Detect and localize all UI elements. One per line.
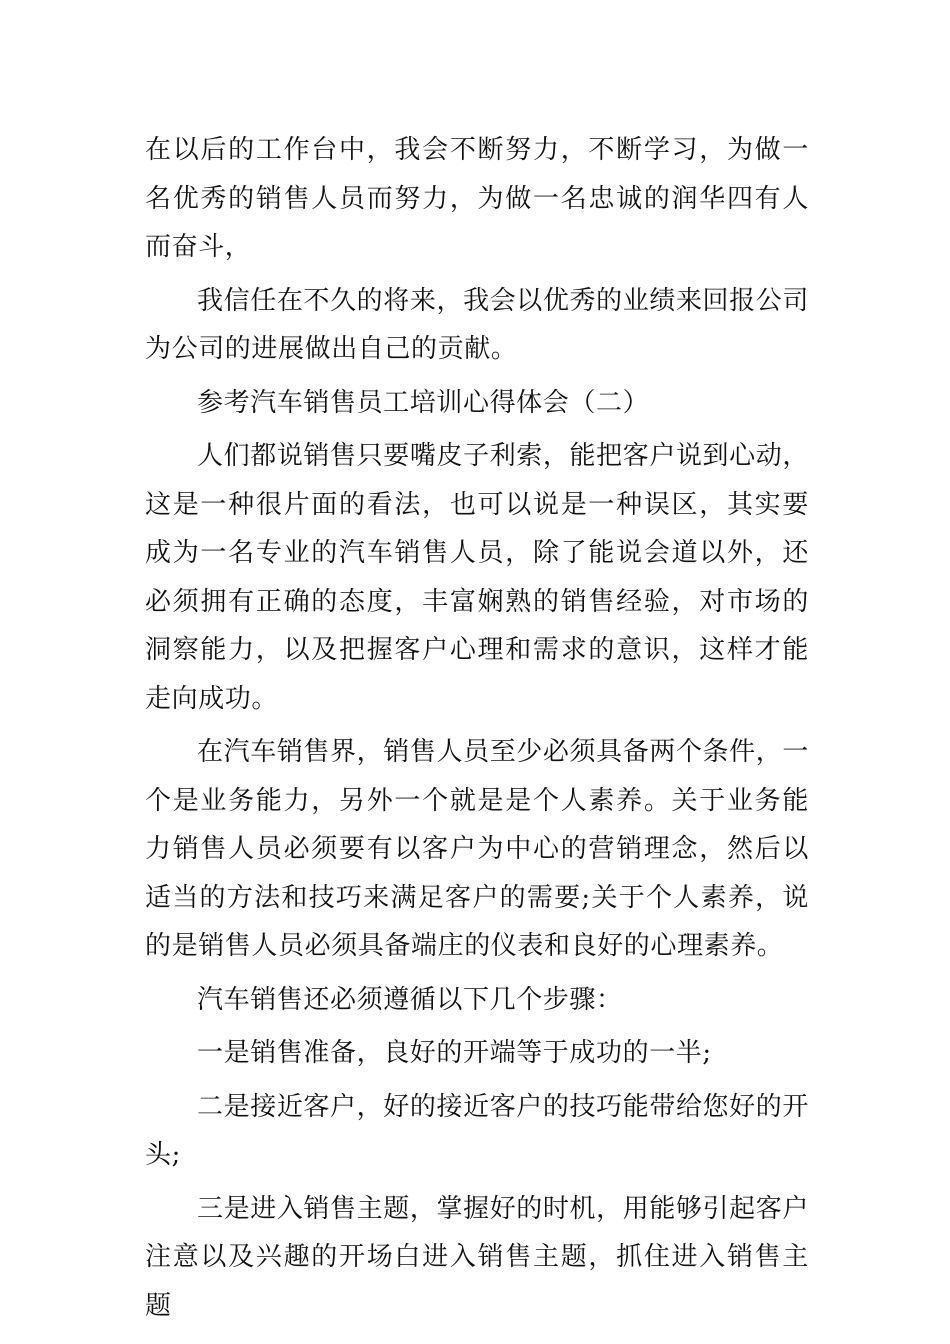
paragraph: 汽车销售还必须遵循以下几个步骤： <box>197 984 623 1015</box>
paragraph: 人们都说销售只要嘴皮子利索，能把客户说到心动，这是一种很片面的看法，也可以说是一种误区，其实要成为一名专业的汽车销售人员，除了能说会道以外，还必须拥有正确的态度，丰富娴熟的销售经验，对市场的洞察能力，以及把握客户心理和需求的意识，这样才能走向成功。 <box>145 441 809 714</box>
document-body <box>145 126 809 1335</box>
paragraph: 在汽车销售界，销售人员至少必须具备两个条件，一个是业务能力，另外一个就是是个人素养。关于业务能力销售人员必须要有以客户为中心的营销理念，然后以适当的方法和技巧来满足客户的需要;关于个人素养，说的是销售人员必须具备端庄的仪表和良好的心理素养。 <box>145 737 809 961</box>
list-item: 一是销售准备，良好的开端等于成功的一半; <box>197 1038 712 1068</box>
paragraph: 在以后的工作台中，我会不断努力，不断学习，为做一名优秀的销售人员而努力，为做一名忠诚的润华四有人而奋斗， <box>145 135 809 262</box>
paragraph: 我信任在不久的将来，我会以优秀的业绩来回报公司为公司的进展做出自己的贡献。 <box>145 285 809 364</box>
section-heading: 参考汽车销售员工培训心得体会（二） <box>197 387 650 418</box>
list-item: 二是接近客户，好的接近客户的技巧能带给您好的开头; <box>145 1091 809 1170</box>
list-item: 三是进入销售主题，掌握好的时机，用能够引起客户注意以及兴趣的开场白进入销售主题，抓住进入销售主题 <box>145 1193 809 1321</box>
